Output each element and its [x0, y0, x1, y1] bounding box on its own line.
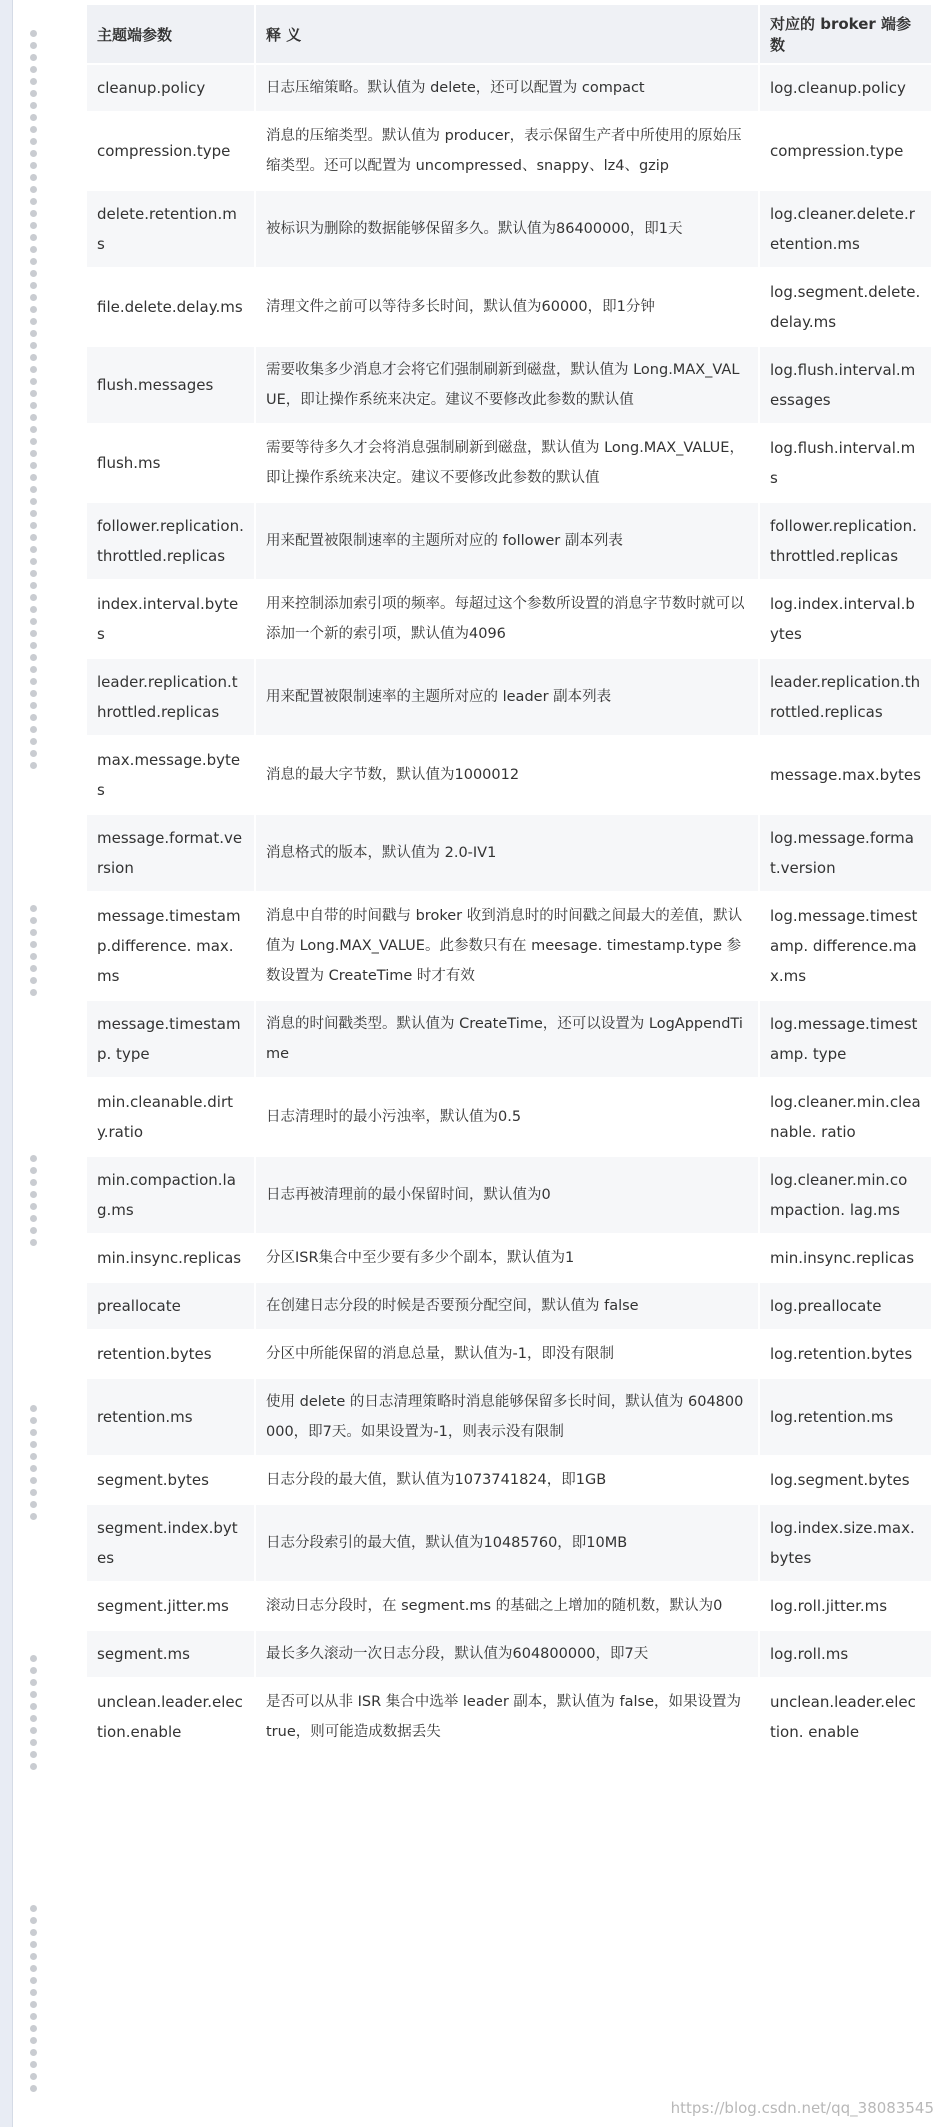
table-row [87, 503, 931, 579]
broker-param-cell: log.index.interval.bytes [760, 581, 931, 657]
description-cell: 用来控制添加索引项的频率。每超过这个参数所设置的消息字节数时就可以添加一个新的索引项，默认值为4096 [256, 581, 758, 657]
topic-param-cell: delete.retention.ms [87, 191, 254, 267]
description-cell: 清理文件之前可以等待多长时间，默认值为60000，即1分钟 [256, 269, 758, 345]
table-row [87, 1001, 931, 1077]
description-cell: 被标识为删除的数据能够保留多久。默认值为86400000，即1天 [256, 191, 758, 267]
table-row [87, 1583, 931, 1629]
table-row [87, 1457, 931, 1503]
table-row [87, 1379, 931, 1455]
broker-param-cell: follower.replication.throttled.replicas [760, 503, 931, 579]
topic-param-cell: flush.messages [87, 347, 254, 423]
topic-param-cell: cleanup.policy [87, 65, 254, 111]
description-cell: 是否可以从非 ISR 集合中选举 leader 副本，默认值为 false，如果设置为 true，则可能造成数据丢失 [256, 1679, 758, 1755]
description-cell: 日志清理时的最小污浊率，默认值为0.5 [256, 1079, 758, 1155]
topic-config-table-wrapper [85, 3, 931, 1757]
left-rail [0, 0, 12, 2127]
topic-param-cell: preallocate [87, 1283, 254, 1329]
broker-param-cell: log.index.size.max.bytes [760, 1505, 931, 1581]
scroll-dots-1 [30, 30, 38, 774]
description-cell: 日志分段的最大值，默认值为1073741824，即1GB [256, 1457, 758, 1503]
broker-param-cell: min.insync.replicas [760, 1235, 931, 1281]
broker-param-cell: log.cleaner.min.cleanable. ratio [760, 1079, 931, 1155]
topic-param-cell: segment.index.bytes [87, 1505, 254, 1581]
watermark: https://blog.csdn.net/qq_38083545 [670, 2099, 934, 2117]
broker-param-cell: log.cleanup.policy [760, 65, 931, 111]
topic-param-cell: file.delete.delay.ms [87, 269, 254, 345]
broker-param-cell: log.cleaner.min.compaction. lag.ms [760, 1157, 931, 1233]
topic-param-cell: follower.replication.throttled.replicas [87, 503, 254, 579]
scroll-dots-2 [30, 905, 38, 1001]
broker-param-cell: message.max.bytes [760, 737, 931, 813]
description-cell: 消息的压缩类型。默认值为 producer，表示保留生产者中所使用的原始压缩类型。还可以配置为 uncompressed、snappy、lz4、gzip [256, 113, 758, 189]
topic-param-cell: min.cleanable.dirty.ratio [87, 1079, 254, 1155]
table-row [87, 65, 931, 111]
scroll-dots-6 [30, 1905, 38, 2097]
table-row [87, 191, 931, 267]
description-cell: 需要收集多少消息才会将它们强制刷新到磁盘，默认值为 Long.MAX_VALUE，即让操作系统来决定。建议不要修改此参数的默认值 [256, 347, 758, 423]
broker-param-cell: log.cleaner.delete.retention.ms [760, 191, 931, 267]
description-cell: 使用 delete 的日志清理策略时消息能够保留多长时间，默认值为 604800000，即7天。如果设置为-1，则表示没有限制 [256, 1379, 758, 1455]
table-row [87, 1679, 931, 1755]
topic-param-cell: compression.type [87, 113, 254, 189]
description-cell: 用来配置被限制速率的主题所对应的 follower 副本列表 [256, 503, 758, 579]
broker-param-cell: log.message.timestamp. type [760, 1001, 931, 1077]
table-header-row [87, 5, 931, 63]
description-cell: 消息的最大字节数，默认值为1000012 [256, 737, 758, 813]
broker-param-cell: log.flush.interval.messages [760, 347, 931, 423]
table-row [87, 815, 931, 891]
topic-param-cell: min.insync.replicas [87, 1235, 254, 1281]
broker-param-cell: log.segment.delete.delay.ms [760, 269, 931, 345]
broker-param-cell: log.roll.jitter.ms [760, 1583, 931, 1629]
header-description: 释 义 [256, 5, 758, 63]
topic-param-cell: retention.bytes [87, 1331, 254, 1377]
header-broker-param: 对应的 broker 端参数 [760, 5, 931, 63]
description-cell: 消息的时间戳类型。默认值为 CreateTime，还可以设置为 LogAppendTime [256, 1001, 758, 1077]
topic-param-cell: message.timestamp. type [87, 1001, 254, 1077]
description-cell: 分区ISR集合中至少要有多少个副本，默认值为1 [256, 1235, 758, 1281]
table-row [87, 347, 931, 423]
broker-param-cell: leader.replication.throttled.replicas [760, 659, 931, 735]
table-row [87, 269, 931, 345]
scroll-dots-5 [30, 1655, 38, 1775]
topic-param-cell: max.message.bytes [87, 737, 254, 813]
description-cell: 用来配置被限制速率的主题所对应的 leader 副本列表 [256, 659, 758, 735]
topic-param-cell: message.format.version [87, 815, 254, 891]
topic-param-cell: min.compaction.lag.ms [87, 1157, 254, 1233]
table-row [87, 1631, 931, 1677]
topic-param-cell: segment.ms [87, 1631, 254, 1677]
description-cell: 消息中自带的时间戳与 broker 收到消息时的时间戳之间最大的差值，默认值为 Long.MAX_VALUE。此参数只有在 meesage. timestamp.type 参数设置为 CreateTime 时才有效 [256, 893, 758, 999]
description-cell: 消息格式的版本，默认值为 2.0-IV1 [256, 815, 758, 891]
table-row [87, 1331, 931, 1377]
broker-param-cell: compression.type [760, 113, 931, 189]
broker-param-cell: log.message.format.version [760, 815, 931, 891]
topic-param-cell: retention.ms [87, 1379, 254, 1455]
broker-param-cell: log.segment.bytes [760, 1457, 931, 1503]
description-cell: 日志压缩策略。默认值为 delete，还可以配置为 compact [256, 65, 758, 111]
table-row [87, 1235, 931, 1281]
table-row [87, 659, 931, 735]
scroll-dots-3 [30, 1155, 38, 1251]
topic-config-table [85, 3, 933, 1757]
description-cell: 日志分段索引的最大值，默认值为10485760，即10MB [256, 1505, 758, 1581]
topic-param-cell: segment.bytes [87, 1457, 254, 1503]
table-row [87, 737, 931, 813]
description-cell: 最长多久滚动一次日志分段，默认值为604800000，即7天 [256, 1631, 758, 1677]
left-rail-edge [12, 0, 13, 2127]
topic-param-cell: flush.ms [87, 425, 254, 501]
table-row [87, 1079, 931, 1155]
topic-param-cell: index.interval.bytes [87, 581, 254, 657]
table-row [87, 1283, 931, 1329]
broker-param-cell: unclean.leader.election. enable [760, 1679, 931, 1755]
broker-param-cell: log.retention.ms [760, 1379, 931, 1455]
broker-param-cell: log.preallocate [760, 1283, 931, 1329]
description-cell: 在创建日志分段的时候是否要预分配空间，默认值为 false [256, 1283, 758, 1329]
table-row [87, 581, 931, 657]
header-topic-param: 主题端参数 [87, 5, 254, 63]
topic-param-cell: segment.jitter.ms [87, 1583, 254, 1629]
broker-param-cell: log.flush.interval.ms [760, 425, 931, 501]
topic-param-cell: leader.replication.throttled.replicas [87, 659, 254, 735]
table-row [87, 425, 931, 501]
table-row [87, 1157, 931, 1233]
broker-param-cell: log.retention.bytes [760, 1331, 931, 1377]
scroll-dots-4 [30, 1405, 38, 1525]
description-cell: 需要等待多久才会将消息强制刷新到磁盘，默认值为 Long.MAX_VALUE，即让操作系统来决定。建议不要修改此参数的默认值 [256, 425, 758, 501]
topic-param-cell: message.timestamp.difference. max.ms [87, 893, 254, 999]
description-cell: 滚动日志分段时，在 segment.ms 的基础之上增加的随机数，默认为0 [256, 1583, 758, 1629]
table-row [87, 893, 931, 999]
table-row [87, 113, 931, 189]
table-row [87, 1505, 931, 1581]
description-cell: 分区中所能保留的消息总量，默认值为-1，即没有限制 [256, 1331, 758, 1377]
broker-param-cell: log.roll.ms [760, 1631, 931, 1677]
broker-param-cell: log.message.timestamp. difference.max.ms [760, 893, 931, 999]
topic-param-cell: unclean.leader.election.enable [87, 1679, 254, 1755]
description-cell: 日志再被清理前的最小保留时间，默认值为0 [256, 1157, 758, 1233]
